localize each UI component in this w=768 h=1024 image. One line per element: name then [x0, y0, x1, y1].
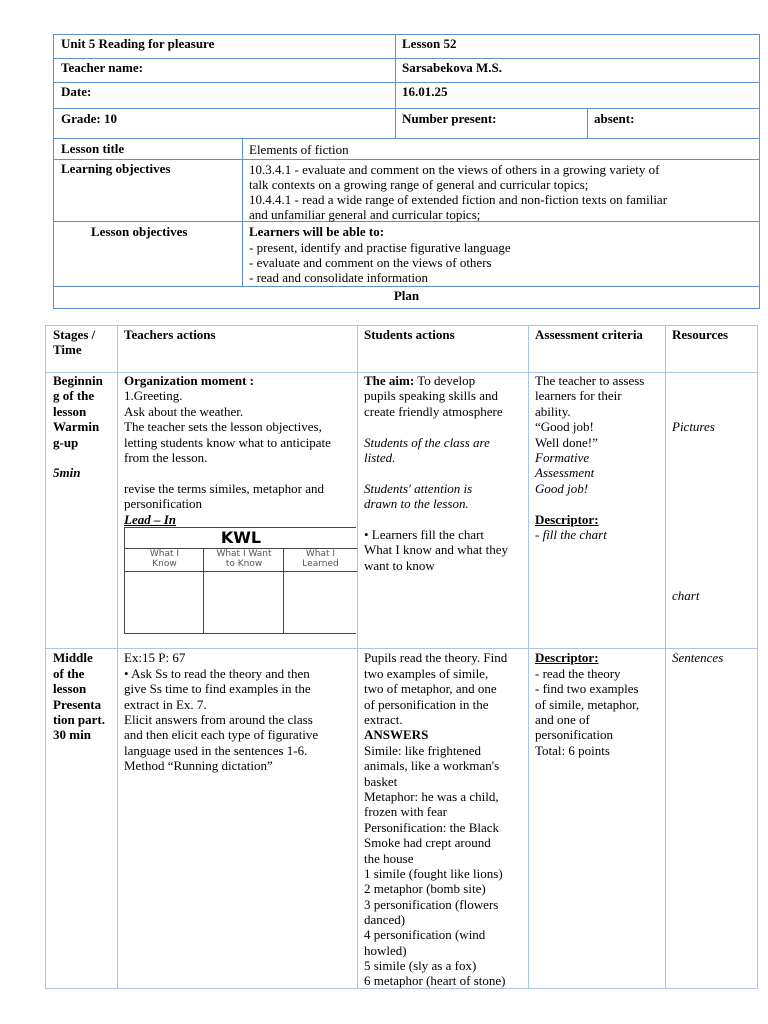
- answer-line: 5 simile (sly as a fox): [364, 958, 477, 973]
- grade: Grade: 10: [61, 111, 117, 126]
- stage-line: tion part.: [53, 712, 105, 727]
- col-header-resources: Resources: [672, 327, 729, 342]
- col-header-stages: Stages /: [53, 327, 96, 342]
- divider: [283, 548, 284, 633]
- lesson-objective-line: - read and consolidate information: [249, 270, 429, 285]
- answer-line: Smoke had crept around: [364, 835, 491, 850]
- assess-line: Assessment: [535, 465, 595, 480]
- org-moment-heading: Organization moment :: [124, 373, 254, 388]
- resource-chart: chart: [672, 588, 700, 603]
- stage-line: Middle: [53, 650, 93, 665]
- student-line: Students of the class are: [364, 435, 490, 450]
- student-line: What I know and what they: [364, 542, 509, 557]
- answer-line: 2 metaphor (bomb site): [364, 881, 486, 896]
- divider: [395, 34, 396, 138]
- descriptor-label: Descriptor:: [535, 650, 599, 665]
- assess-line: Good job!: [535, 481, 589, 496]
- descriptor-text: - fill the chart: [535, 527, 607, 542]
- teacher-line: Method “Running dictation”: [124, 758, 273, 773]
- col-header-teachers: Teachers actions: [124, 327, 216, 342]
- divider: [53, 159, 760, 160]
- student-line: drawn to the lesson.: [364, 496, 469, 511]
- answers-heading: ANSWERS: [364, 727, 429, 742]
- assess-line: personification: [535, 727, 613, 742]
- stage-line: g-up: [53, 435, 79, 450]
- learning-objective-line: talk contexts on a growing range of general and curricular topics;: [249, 177, 589, 192]
- assess-line: - find two examples: [535, 681, 639, 696]
- teacher-line: Ex:15 P: 67: [124, 650, 186, 665]
- teacher-line: personification: [124, 496, 202, 511]
- learning-objectives-label: Learning objectives: [61, 161, 171, 176]
- number-present-label: Number present:: [402, 111, 497, 126]
- learning-objective-line: 10.3.4.1 - evaluate and comment on the views of others in a growing variety of: [249, 162, 660, 177]
- assess-line: ability.: [535, 404, 571, 419]
- answer-line: 3 personification (flowers: [364, 897, 499, 912]
- teacher-line: give Ss time to find examples in the: [124, 681, 311, 696]
- divider: [53, 82, 760, 83]
- lesson-objectives-label: Lesson objectives: [91, 224, 188, 239]
- kwl-col-want: [204, 548, 284, 572]
- unit-title: Unit 5 Reading for pleasure: [61, 36, 215, 51]
- assess-line: of simile, metaphor,: [535, 697, 640, 712]
- stage-line: g of the: [53, 388, 95, 403]
- lesson-objective-line: - evaluate and comment on the views of others: [249, 255, 492, 270]
- student-line: extract.: [364, 712, 403, 727]
- lesson-title-value: Elements of fiction: [249, 142, 349, 157]
- teacher-line: The teacher sets the lesson objectives,: [124, 419, 322, 434]
- student-line: create friendly atmosphere: [364, 404, 503, 419]
- divider: [53, 138, 760, 139]
- divider: [45, 648, 758, 649]
- assess-line: learners for their: [535, 388, 622, 403]
- kwl-title: KWL: [220, 528, 262, 547]
- student-line: two examples of simile,: [364, 666, 489, 681]
- answer-line: 1 simile (fought like lions): [364, 866, 503, 881]
- student-line: • Learners fill the chart: [364, 527, 485, 542]
- answer-line: 4 personification (wind: [364, 927, 486, 942]
- assess-line: “Good job!: [535, 419, 594, 434]
- date-value: 16.01.25: [402, 84, 448, 99]
- divider: [357, 325, 358, 989]
- teacher-line: and then elicit each type of figurative: [124, 727, 319, 742]
- kwl-chart: [124, 527, 356, 634]
- divider: [117, 325, 118, 989]
- answer-line: animals, like a workman's: [364, 758, 500, 773]
- divider: [528, 325, 529, 989]
- learning-objective-line: and unfamiliar general and curricular topics;: [249, 207, 481, 222]
- teacher-line: Ask about the weather.: [124, 404, 244, 419]
- kwl-col-text: to Know: [225, 559, 263, 569]
- resource-sentences: Sentences: [672, 650, 724, 665]
- student-line: want to know: [364, 558, 435, 573]
- kwl-col-know: [125, 548, 204, 572]
- plan-heading: Plan: [393, 288, 420, 303]
- answer-line: 6 metaphor (heart of stone): [364, 973, 506, 988]
- answer-line: Metaphor: he was a child,: [364, 789, 499, 804]
- kwl-col-learned: [284, 548, 357, 572]
- learning-objective-line: 10.4.4.1 - read a wide range of extended fiction and non-fiction texts on familiar: [249, 192, 668, 207]
- assess-line: and one of: [535, 712, 590, 727]
- answer-line: the house: [364, 851, 414, 866]
- date-label: Date:: [61, 84, 92, 99]
- stage-line: of the: [53, 666, 85, 681]
- lesson-title-label: Lesson title: [61, 141, 125, 156]
- assess-line: Well done!”: [535, 435, 598, 450]
- stage-line: lesson: [53, 404, 87, 419]
- lesson-objectives-heading: Learners will be able to:: [249, 224, 385, 239]
- answer-line: danced): [364, 912, 406, 927]
- kwl-col-text: Know: [152, 559, 177, 569]
- divider: [665, 325, 666, 989]
- teacher-line: revise the terms similes, metaphor and: [124, 481, 325, 496]
- student-line: Students' attention is: [364, 481, 473, 496]
- teacher-line: letting students know what to anticipate: [124, 435, 331, 450]
- kwl-col-text: Learned: [302, 559, 339, 569]
- lesson-number: Lesson 52: [402, 36, 457, 51]
- student-line: two of metaphor, and one: [364, 681, 497, 696]
- col-header-time: Time: [53, 342, 82, 357]
- teacher-line: language used in the sentences 1-6.: [124, 743, 308, 758]
- divider: [203, 548, 204, 633]
- divider: [587, 108, 588, 138]
- col-header-students: Students actions: [364, 327, 455, 342]
- aim-label: The aim:: [364, 373, 415, 388]
- teacher-value: Sarsabekova M.S.: [402, 60, 503, 75]
- student-line: pupils speaking skills and: [364, 388, 498, 403]
- resource-pictures: Pictures: [672, 419, 715, 434]
- teacher-line: from the lesson.: [124, 450, 208, 465]
- answer-line: frozen with fear: [364, 804, 448, 819]
- assess-line: Total: 6 points: [535, 743, 610, 758]
- stage-line: Beginnin: [53, 373, 103, 388]
- lesson-objective-line: - present, identify and practise figurative language: [249, 240, 511, 255]
- stage-time: 5min: [53, 465, 81, 480]
- stage-line: Warmin: [53, 419, 100, 434]
- absent-label: absent:: [594, 111, 635, 126]
- answer-line: Personification: the Black: [364, 820, 500, 835]
- teacher-line: • Ask Ss to read the theory and then: [124, 666, 310, 681]
- student-line: listed.: [364, 450, 396, 465]
- aim-text: To develop: [414, 373, 476, 388]
- teacher-line: Elicit answers from around the class: [124, 712, 313, 727]
- student-line: of personification in the: [364, 697, 489, 712]
- col-header-assessment: Assessment criteria: [535, 327, 643, 342]
- divider: [53, 108, 760, 109]
- student-line: Pupils read the theory. Find: [364, 650, 508, 665]
- stage-line: 30 min: [53, 727, 91, 742]
- stage-line: lesson: [53, 681, 87, 696]
- teacher-line: extract in Ex. 7.: [124, 697, 207, 712]
- assess-line: Formative: [535, 450, 590, 465]
- divider: [53, 58, 760, 59]
- teacher-line: 1.Greeting.: [124, 388, 183, 403]
- divider: [53, 286, 760, 287]
- divider: [242, 138, 243, 286]
- stage-line: Presenta: [53, 697, 102, 712]
- assess-line: - read the theory: [535, 666, 621, 681]
- kwl-col-text: What I Want: [216, 549, 272, 559]
- lead-in-heading: Lead – In: [124, 512, 176, 527]
- kwl-col-text: What I: [305, 549, 336, 559]
- descriptor-label: Descriptor:: [535, 512, 599, 527]
- answer-line: basket: [364, 774, 398, 789]
- kwl-col-text: What I: [149, 549, 180, 559]
- answer-line: Simile: like frightened: [364, 743, 481, 758]
- answer-line: howled): [364, 943, 407, 958]
- teacher-label: Teacher name:: [61, 60, 143, 75]
- student-aim: [364, 373, 475, 388]
- assess-line: The teacher to assess: [535, 373, 645, 388]
